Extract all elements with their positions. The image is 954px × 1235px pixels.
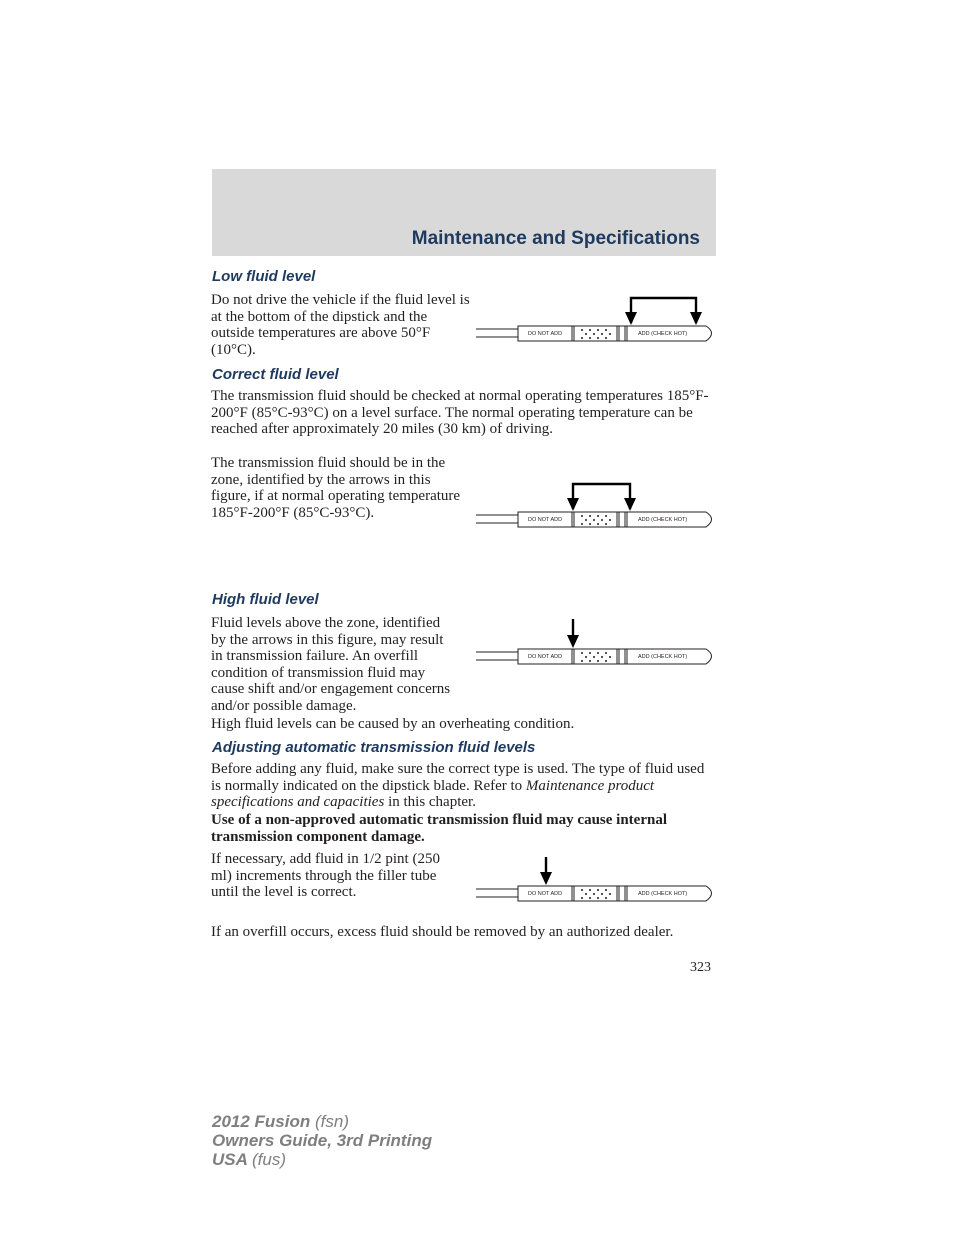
dipstick-figure-low [474,290,718,348]
footer-model-code: (fsn) [315,1112,349,1131]
paragraph-adjust-1-pre: Before adding any fluid, make sure the correct type is used. The type of fluid used is normally indicated on the dipstick blade. Refer to [211,761,705,794]
paragraph-adjust-1-post: in this chapter. [388,794,476,810]
paragraph-high-fluid-text: Fluid levels above the zone, identified by the arrows in this figure, may result in transmission failure. An overfill condition of transmission fluid may cause shift and/or engagement concerns and/or possible damage. [211,615,451,714]
level-arrows [567,484,636,511]
dipstick-blade [476,326,712,341]
dipstick-figure-adjust [474,850,718,908]
dipstick-figure-high [474,613,718,671]
paragraph-correct-fluid-1: The transmission fluid should be checked at normal operating temperatures 185°F-200°F (85°C-93°C) on a level surface. The normal operating temperature can be reached after approximately 20 miles (30 km) of driving. [211,388,709,437]
level-arrow [567,619,579,648]
add-check-hot-label: ADD (CHECK HOT) [638,331,688,337]
paragraph-adjust-3: If an overfill occurs, excess fluid should be removed by an authorized dealer. [211,924,674,940]
footer-region-code: (fus) [252,1150,286,1169]
add-check-hot-label: ADD (CHECK HOT) [638,654,688,660]
footer-line-region [212,1150,432,1169]
heading-adjusting-fluid-levels: Adjusting automatic transmission fluid levels [212,739,536,756]
dipstick-blade [476,649,712,664]
do-not-add-label: DO NOT ADD [528,517,563,523]
do-not-add-label: DO NOT ADD [528,331,563,337]
add-check-hot-label: ADD (CHECK HOT) [638,517,688,523]
warning-non-approved-fluid: Use of a non-approved automatic transmission fluid may cause internal transmission component damage. [211,812,667,845]
page-title: Maintenance and Specifications [411,228,700,249]
level-arrow [540,857,552,885]
paragraph-high-fluid-2: High fluid levels can be caused by an overheating condition. [211,716,575,732]
paragraph-adjust-2: If necessary, add fluid in 1/2 pint (250 ml) increments through the filler tube until the level is correct. [211,851,440,900]
footer-line-model [212,1112,432,1131]
paragraph-adjust-1 [211,761,711,811]
dipstick-figure-correct [474,476,718,534]
heading-low-fluid-level: Low fluid level [212,268,316,285]
footer-region: USA [212,1150,248,1169]
heading-correct-fluid-level: Correct fluid level [212,366,339,383]
do-not-add-label: DO NOT ADD [528,654,563,660]
maintenance-specs-reference: Maintenance product specifications and capacities [211,777,655,810]
footer [212,1112,432,1169]
header-band [212,169,716,256]
paragraph-correct-fluid-2: The transmission fluid should be in the zone, identified by the arrows in this figure, if at normal operating temperature 185°F-200°F (85°C-93°C). [211,455,461,521]
paragraph-high-fluid-1 [211,615,451,714]
heading-high-fluid-level: High fluid level [212,591,319,608]
footer-guide: Owners Guide, 3rd Printing [212,1131,433,1150]
add-check-hot-label: ADD (CHECK HOT) [638,891,688,897]
page-number: 323 [690,960,711,975]
footer-model: 2012 Fusion [212,1112,311,1131]
do-not-add-label: DO NOT ADD [528,891,563,897]
dipstick-blade [476,512,712,527]
paragraph-low-fluid: Do not drive the vehicle if the fluid level is at the bottom of the dipstick and the outside temperatures are above 50°F (10°C). [211,292,470,358]
dipstick-blade [476,886,712,901]
level-arrows [625,298,702,325]
